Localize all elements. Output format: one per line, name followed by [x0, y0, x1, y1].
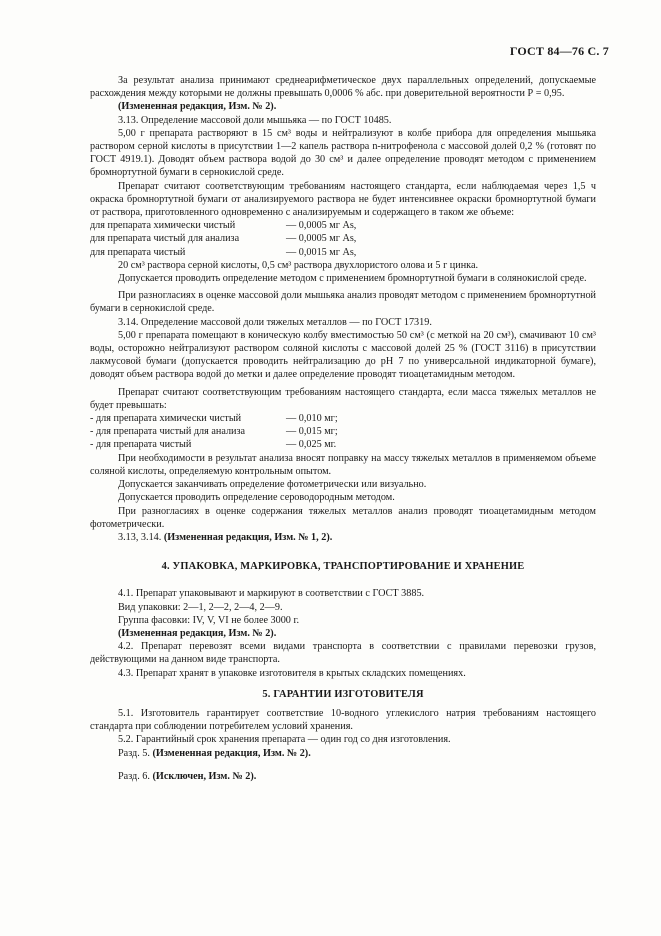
clause-5-2: 5.2. Гарантийный срок хранения препарата — один год со дня изготовления.	[118, 734, 451, 746]
section-6-note: Разд. 6. (Исключен, Изм. № 2).	[118, 770, 257, 782]
document-body	[90, 74, 596, 783]
list-item: для препарата химически чистый — 0,0005 мг As,	[90, 220, 357, 232]
arsenic-limits-list	[90, 219, 596, 259]
metals-procedure: 5,00 г препарата помещают в коническую колбу вместимостью 50 см³ (с меткой на 20 см³), смачивают 10 см³ воды, осторожно нейтрализуют раствором соляной кислоты с массовой долей 25 % (ГОСТ 3116) в присутствии лакмусовой бумаги (допускается проводить нейтрализацию до рН 7 по универсальной индикаторной бумаге), доводят объем раствора водой до метки и далее определение проводят тиоацетамидным методом.	[90, 329, 596, 381]
section-4-heading: 4. УПАКОВКА, МАРКИРОВКА, ТРАНСПОРТИРОВАНИЕ И ХРАНЕНИЕ	[161, 561, 525, 573]
metals-correction: При необходимости в результат анализа вносят поправку на массу тяжелых металлов в применяемом объеме соляной кислоты, определяемую контрольным опытом.	[90, 452, 596, 477]
amendment-note-2: 3.13, 3.14. (Измененная редакция, Изм. № 1, 2).	[118, 531, 333, 543]
section-5-heading: 5. ГАРАНТИИ ИЗГОТОВИТЕЛЯ	[262, 688, 424, 700]
metals-dispute: При разногласиях в оценке содержания тяжелых металлов анализ проводят тиоацетамидным методом фотометрически.	[90, 505, 596, 530]
arsenic-criteria: Препарат считают соответствующим требованиям настоящего стандарта, если наблюдаемая через 1,5 ч окраска бромнортутной бумаги от анализируемого раствора не будет интенсивнее окраски бромнортутной бумаги от раствора, приготовленного одновременно с анализируемым и содержащего в таком же объеме:	[90, 180, 596, 219]
list-item: - для препарата чистый для анализа — 0,015 мг;	[90, 426, 338, 438]
clause-4-1: 4.1. Препарат упаковывают и маркируют в соответствии с ГОСТ 3885.	[118, 588, 425, 600]
list-item: - для препарата чистый — 0,025 мг.	[90, 439, 337, 451]
clause-3-14: 3.14. Определение массовой доли тяжелых металлов — по ГОСТ 17319.	[118, 316, 432, 328]
list-item: для препарата чистый — 0,0015 мг As,	[90, 246, 357, 258]
clause-5-1: 5.1. Изготовитель гарантирует соответствие 10-водного углекислого натрия требованиям настоящего стандарта при соблюдении потребителем условий хранения.	[90, 707, 596, 733]
amendment-note: (Измененная редакция, Изм. № 2).	[118, 101, 277, 113]
clause-4-3: 4.3. Препарат хранят в упаковке изготовителя в крытых складских помещениях.	[118, 667, 466, 679]
packing-group: Группа фасовки: IV, V, VI не более 3000 г.	[118, 614, 300, 626]
clause-3-13: 3.13. Определение массовой доли мышьяка — по ГОСТ 10485.	[118, 114, 392, 126]
clause-4-2: 4.2. Препарат перевозят всеми видами транспорта в соответствии с правилами перевозки грузов, действующими на данном виде транспорта.	[90, 641, 596, 666]
metals-criteria: Препарат считают соответствующим требованиям настоящего стандарта, если масса тяжелых металлов не будет превышать:	[90, 386, 596, 411]
arsenic-procedure: 5,00 г препарата растворяют в 15 см³ воды и нейтрализуют в колбе прибора для определения мышьяка раствором серной кислоты в присутствии 1—2 капель раствора n-нитрофенола с массовой долей 0,2 % (готовят по ГОСТ 4919.1). Доводят объем раствора водой до 30 см³ и далее определение проводят методом с применением бромнортутной бумаги в сернокислой среде.	[90, 127, 596, 179]
arsenic-reagents: 20 см³ раствора серной кислоты, 0,5 см³ раствора двухлористого олова и 5 г цинка.	[118, 259, 479, 271]
page-header: ГОСТ 84—76 С. 7	[509, 44, 609, 58]
amendment-note-3: (Измененная редакция, Изм. № 2).	[118, 627, 277, 639]
result-paragraph: За результат анализа принимают среднеарифметическое двух параллельных определений, допускаемые расхождения между которыми не должны превышать 0,0006 % абс. при доверительной вероятности Р = 0,95.	[90, 75, 596, 100]
metals-h2s-method: Допускается проводить определение сероводородным методом.	[118, 492, 395, 504]
metals-finish: Допускается заканчивать определение фотометрически или визуально.	[118, 479, 427, 491]
arsenic-dispute: При разногласиях в оценке массовой доли мышьяка анализ проводят методом с применением бромнортутной бумаги в сернокислой среде.	[90, 290, 596, 315]
list-item: - для препарата химически чистый — 0,010 мг;	[90, 413, 338, 425]
list-item: для препарата чистый для анализа — 0,0005 мг As,	[90, 233, 357, 245]
arsenic-alt-method: Допускается проводить определение методом с применением бромнортутной бумаги в солянокислой среде.	[118, 273, 587, 285]
package-type: Вид упаковки: 2—1, 2—2, 2—4, 2—9.	[118, 601, 283, 613]
amendment-note-4: Разд. 5. (Измененная редакция, Изм. № 2).	[118, 747, 311, 759]
metals-limits-list	[90, 412, 596, 452]
